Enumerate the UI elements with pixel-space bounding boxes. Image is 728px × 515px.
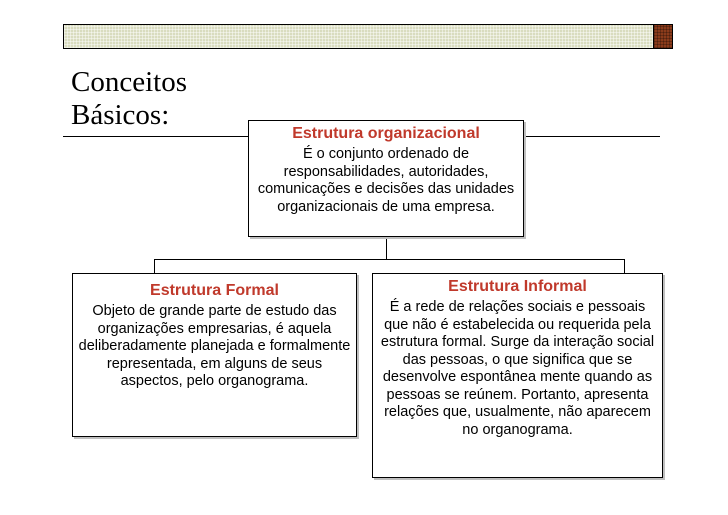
node-estrutura-organizacional: [248, 120, 524, 237]
node-text: É o conjunto ordenado de responsabilidades, autoridades, comunicações e decisões das unidades organizacionais de uma empresa.: [257, 146, 515, 215]
connector-left-down: [154, 259, 155, 273]
node-title: Estrutura Formal: [150, 282, 279, 299]
header-pattern: [64, 25, 654, 48]
slide-title-line-2: Básicos:: [71, 99, 170, 131]
slide-title-line-1: Conceitos: [71, 66, 187, 98]
node-estrutura-formal: [72, 273, 357, 437]
connector-right-down: [624, 259, 625, 273]
header-decorative-bar: [63, 24, 673, 49]
node-estrutura-informal: [372, 273, 663, 478]
slide-title: [71, 66, 187, 132]
node-title: Estrutura organizacional: [292, 125, 480, 142]
connector-horizontal: [154, 259, 625, 260]
node-text: É a rede de relações sociais e pessoais que não é estabelecida ou requerida pela estrutura formal. Surge da interação social das pessoas, o que significa que se desenvolve espontânea mente quando as pessoas se reúnem. Portanto, apresenta relações que, usualmente, não aparecem no organograma.: [380, 299, 655, 438]
header-accent-block: [654, 25, 672, 48]
node-text: Objeto de grande parte de estudo das organizações empresarias, é aquela deliberadamente planejada e formalmente representada, em alguns de seus aspectos, pelo organograma.: [78, 303, 351, 389]
node-title: Estrutura Informal: [448, 278, 587, 295]
connector-root-down: [386, 237, 387, 259]
